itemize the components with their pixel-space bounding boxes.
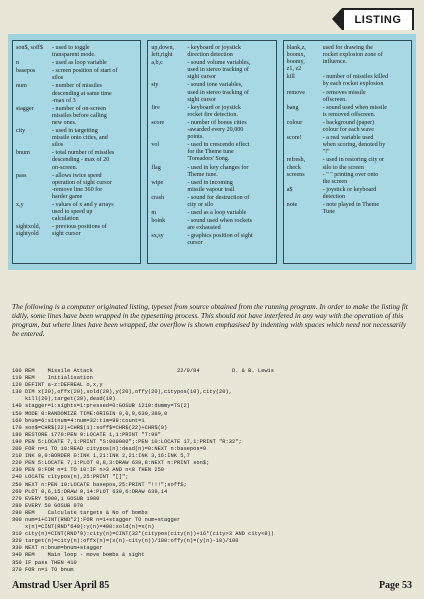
variable-description: used for drawing the rocket explosion zone of influence. [322,45,383,66]
variable-row [16,106,137,127]
variable-name: crash [151,194,165,201]
listing-line: 190 PEN 5:LOCATE 7,1:PRINT "S:000000";:PEN 10:LOCATE 17,1:PRINT "R:32"; [12,438,242,445]
variable-description: - sound used when rockets are exhausted [187,218,252,232]
listing-line: 250 NEXT n:PEN 10:LOCATE basepos,25:PRINT "!!!";soff$; [12,481,187,488]
listing-line: 280 EVERY 50 GOSUB 970 [12,502,84,509]
variable-row [287,120,408,134]
variable-name: x,y [16,201,24,208]
variable-description: - background (paper) colour for each wave [322,119,375,134]
listing-line: 240 LOCATE citypos(n),25:PRINT "[]"; [12,474,129,481]
variable-row [287,187,408,201]
variable-row [287,74,408,88]
variable-description: - used as a loop variable [187,210,247,217]
variable-description: - number of missiles killed by each rocket explosion [322,74,388,88]
variable-description: - used in restoring city or silo to the screen - " " printing over onto the screen [322,157,385,185]
listing-line: 370 FOR n=1 TO bnum [12,566,74,573]
listing-line: 290 REM Calculate targets & No of bombs [12,509,148,516]
variable-description: - keyboard or joystick direction detection [187,45,241,59]
variable-name: colour [286,119,303,126]
variable-name: a,b,c [151,60,163,67]
variable-name: score [151,119,165,126]
variable-row [151,165,272,179]
variable-row [16,202,137,223]
variable-name: kill [286,74,295,81]
variable-row [151,180,272,194]
variable-description: - used to toggle transparent mode. [52,45,96,59]
program-listing [12,368,414,574]
listing-line: 180 RESTORE 1770:PEN 9:LOCATE 1,1:PRINT "T:99" [12,431,161,438]
section-tag [342,8,414,30]
variable-description: - graphics position of sight cursor [187,233,253,247]
variable-row [151,82,272,103]
variable-description: - number of bonus cities -awarded every 20,000 points. [187,119,247,141]
listing-line: 340 REM Main loop - move bombs & sight [12,552,145,559]
variable-name: bang [286,104,299,111]
variable-name: note [286,201,298,208]
variable-name: n [16,60,20,67]
listing-line: 170 son$=CHR$(22)+CHR$(1):soff$=CHR$(22)+CHR$(0) [12,424,168,431]
variable-row [151,45,272,59]
variable-description: - number of missiles descending at same time -max of 3 [52,83,112,104]
variable-description: - allows twice speed operation of sight cursor -remove line 360 for harder game [52,172,112,200]
variable-name: score! [286,135,302,142]
listing-line: 310 city(n)=CINT(RND*9):city(n)=CINT(32*(citypos(city(n))+16*(city>3 AND city<8)) [12,531,275,538]
variable-name: sightxold, sightyold [16,224,41,238]
variable-description: - total number of missiles descending - max of 20 on-screen. [52,150,115,171]
variable-description: - used in targetting missile onto cities, and silos [52,128,108,149]
variables-table [8,34,416,270]
variable-row [287,202,408,216]
variable-row [151,210,272,217]
listing-line: 320 target(n)=city(n):offx(n)=(x(n)-city(n))/100:offy(n)=(y(n)-10)/100 [12,538,239,545]
variable-row [287,90,408,104]
listing-line: 260 PLOT 0,6,15:DRAW 0,14:PLOT 639,6:DRAW 639,14 [12,488,168,495]
variable-name: son$, soff$ [16,45,43,51]
page-footer [12,580,412,591]
variable-name: blank,z, boomx, boomy, z1, z2 [286,45,306,73]
variable-description: - sound for destruction of city or silo [187,194,250,208]
variable-description: - joystick or keyboard detection [322,186,377,200]
variable-description: - note played in Theme Tune [322,201,380,216]
intro-paragraph: The following is a computer originated listing, typeset from source obtained from the running program. In order to make the listing fit tidily, some lines have been wrapped in the typesetting process. This should not have interfered in any way with the operation of this program, but where lines have been wrapped, the overflow is shown emphasised by indenting with spaces which need not necessarily be entered. [12,302,408,338]
variable-description: - a real variable used when scoring, denoted by "!" [322,135,386,156]
variable-description: - number of on-screen missiles before calling new ones. [52,105,107,126]
variable-row [16,224,137,238]
listing-line: 150 MODE 0:RANDOMIZE TIME:ORIGIN 0,0,0,639,380,0 [12,410,168,417]
variable-row [151,105,272,119]
variable-name: up,down, left,right [151,45,175,59]
variable-description: - used in incoming missile vapour trail [187,179,235,193]
variable-row [16,60,137,67]
variable-description: - previous positions of sight cursor [52,224,107,238]
variable-description: - sound used when missile is removed offscreen. [322,104,387,118]
variable-description: - sound volume variables, used in stereo tracking of sight cursor [187,60,251,81]
variable-name: fire [151,104,160,111]
variable-description: - screen position of start of silos [52,68,118,82]
variable-name: flag [151,164,161,171]
listing-line: 110 REM Initialisation [12,375,93,382]
variable-name: stagger [16,105,34,112]
listing-line: 140 stagger=1:sightx=1:pressed=0:GOSUB 1210:dummy=TS(2) [12,403,190,410]
variable-row [16,83,137,104]
variable-name: num [16,83,27,90]
listing-line: 160 bnum=6:sitnum=4:num=32:tim=99:count=1 [12,417,145,424]
variable-row [287,105,408,119]
listing-line: x(n)=CINT(RND*640):y(n)=400:xold(n)=x(n) [12,524,155,531]
variables-column-2 [147,40,276,264]
listing-line: 130 DIM x(20),offx(20),xold(20),y(20),offy(20),citypos(10),city(20), [12,389,232,396]
variable-row [151,195,272,209]
variable-name: sx,sy [151,233,164,240]
listing-line: 100 REM Missile Attack 22/9/84 D. & B. Lewis [12,368,275,374]
variable-row [151,120,272,141]
variable-row [16,150,137,171]
variable-name: boink [151,218,166,225]
listing-line: 350 IF pass THEN 410 [12,559,77,566]
variable-row [151,218,272,232]
variable-description: - sound tone variables, used in stereo tracking of sight cursor [187,82,249,103]
variable-name: refresh, check screens [286,157,306,178]
variable-name: vol [151,142,160,149]
variable-row [287,45,408,73]
listing-line: 230 PEN 9:FOR n=1 TO 10:IF n>3 AND n<8 THEN 250 [12,467,165,474]
variable-row [151,233,272,247]
section-tag-label: LISTING [344,10,412,30]
variable-row [151,60,272,81]
listing-line: 200 FOR n=1 TO 10:READ citypos(n):dead(n)=0:NEXT n:basepos=9 [12,446,207,453]
variable-row [287,157,408,185]
variable-name: remove [286,89,305,96]
variable-row [151,142,272,163]
listing-line: 270 EVERY 5000,1 GOSUB 1080 [12,495,100,502]
listing-line: 330 NEXT n:bnum=bnum+stagger [12,545,103,552]
variable-description: - keyboard or joystick rocket fire detection. [187,104,241,118]
variable-description: - removes missile offscreen. [322,89,366,103]
variable-name: sty [151,82,159,89]
listing-line: 220 PEN 5:LOCATE 7,1:PLOT 0,8,3:DRAW 639,8:NEXT n:PRINT son$; [12,460,210,467]
variable-description: - used in key changes for Theme tune. [187,164,249,178]
page-number: Page 53 [378,580,412,591]
magazine-issue: Amstrad User April 85 [12,580,110,591]
variable-description: - used as loop variable [52,60,107,67]
variable-row [16,128,137,149]
variable-name: bnum [16,150,30,157]
variable-name: a$ [286,186,293,193]
variable-row [16,68,137,82]
listing-line: kill(20),target(20),dead(10) [12,396,116,403]
variable-name: wipe [151,179,164,186]
variable-name: pass [16,172,27,179]
listing-line: 300 num=1+CINT(RND*2):FOR n=1+stagger TO num+stagger [12,516,181,523]
variable-name: m [151,210,157,217]
variable-row [16,173,137,201]
variable-row [287,135,408,156]
variable-description: - values of x and y arrays used to speed up calculation [52,201,114,223]
variables-column-3 [283,40,412,264]
tag-arrow-icon [332,8,342,30]
listing-line: 210 INK 0,0:BORDER 0:INK 1,21:INK 2,21:INK 3,16:INK 5,7 [12,453,190,460]
variable-description: - used in crescendo effect for the Theme tune 'Toreadors' Song. [187,142,250,163]
listing-line: 120 DEFINT a-z:DEFREAL o,x,y [12,382,103,389]
variable-row [16,45,137,59]
variable-name: basepos [16,68,36,75]
variable-name: city [16,128,26,135]
variables-column-1 [12,40,141,264]
